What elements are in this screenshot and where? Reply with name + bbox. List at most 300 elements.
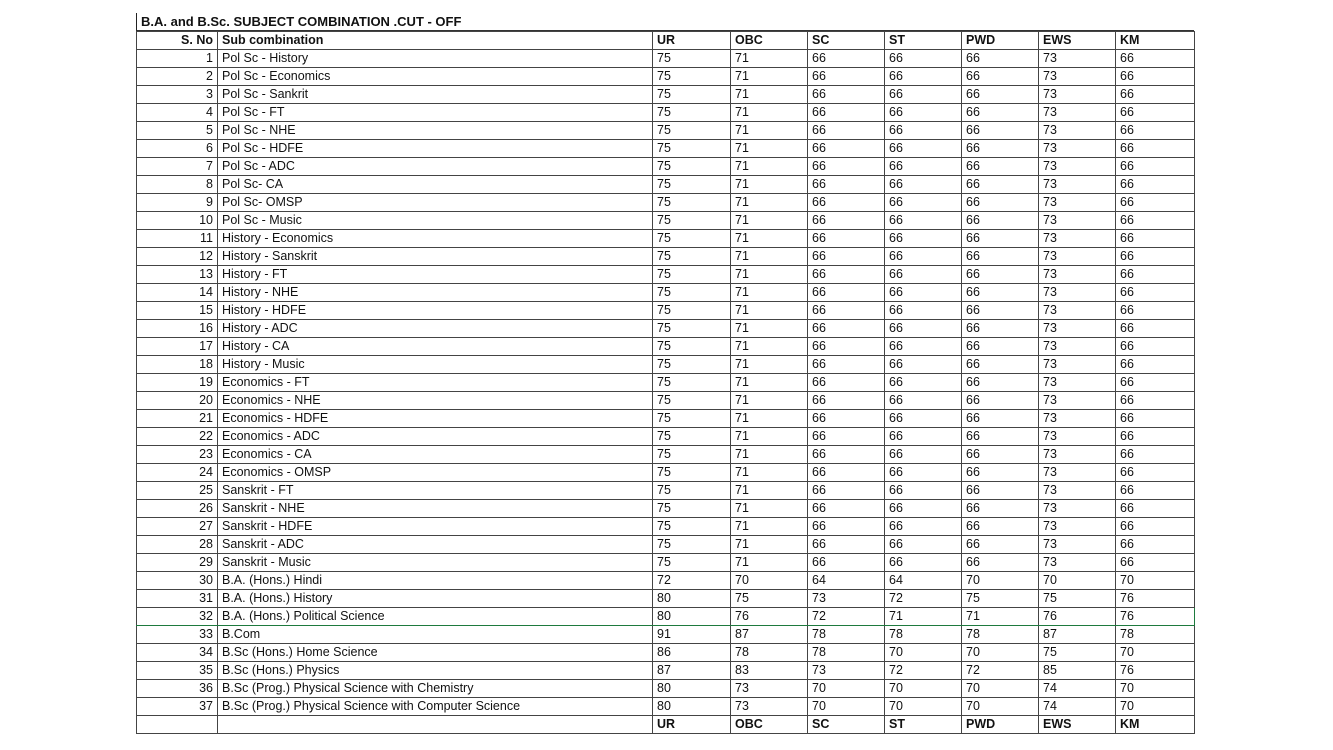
- pwd-cell[interactable]: 66: [962, 50, 1039, 68]
- obc-cell[interactable]: 71: [731, 50, 808, 68]
- km-cell[interactable]: 66: [1116, 266, 1195, 284]
- st-cell[interactable]: 66: [885, 140, 962, 158]
- sub-combination-cell[interactable]: History - NHE: [218, 284, 653, 302]
- sub-combination-cell[interactable]: Economics - HDFE: [218, 410, 653, 428]
- st-cell[interactable]: 66: [885, 374, 962, 392]
- st-cell[interactable]: 66: [885, 392, 962, 410]
- pwd-cell[interactable]: 70: [962, 698, 1039, 716]
- footer-st[interactable]: ST: [885, 716, 962, 734]
- pwd-cell[interactable]: 66: [962, 338, 1039, 356]
- sc-cell[interactable]: 66: [808, 284, 885, 302]
- ur-cell[interactable]: 75: [653, 554, 731, 572]
- ews-cell[interactable]: 73: [1039, 266, 1116, 284]
- ews-cell[interactable]: 73: [1039, 356, 1116, 374]
- km-cell[interactable]: 66: [1116, 536, 1195, 554]
- sub-combination-cell[interactable]: Pol Sc - Sankrit: [218, 86, 653, 104]
- ews-cell[interactable]: 73: [1039, 158, 1116, 176]
- sc-cell[interactable]: 66: [808, 194, 885, 212]
- st-cell[interactable]: 66: [885, 536, 962, 554]
- st-cell[interactable]: 70: [885, 680, 962, 698]
- pwd-cell[interactable]: 66: [962, 302, 1039, 320]
- ur-cell[interactable]: 75: [653, 266, 731, 284]
- st-cell[interactable]: 66: [885, 482, 962, 500]
- sc-cell[interactable]: 66: [808, 158, 885, 176]
- ews-cell[interactable]: 73: [1039, 320, 1116, 338]
- st-cell[interactable]: 66: [885, 464, 962, 482]
- obc-cell[interactable]: 71: [731, 356, 808, 374]
- ews-cell[interactable]: 73: [1039, 464, 1116, 482]
- sc-cell[interactable]: 66: [808, 338, 885, 356]
- obc-cell[interactable]: 71: [731, 284, 808, 302]
- ur-cell[interactable]: 75: [653, 86, 731, 104]
- km-cell[interactable]: 66: [1116, 320, 1195, 338]
- sc-cell[interactable]: 73: [808, 662, 885, 680]
- pwd-cell[interactable]: 70: [962, 680, 1039, 698]
- sub-combination-cell[interactable]: Sanskrit - HDFE: [218, 518, 653, 536]
- st-cell[interactable]: 66: [885, 194, 962, 212]
- sno-cell[interactable]: 30: [137, 572, 218, 590]
- ews-cell[interactable]: 73: [1039, 104, 1116, 122]
- ur-cell[interactable]: 75: [653, 500, 731, 518]
- ews-cell[interactable]: 73: [1039, 50, 1116, 68]
- sc-cell[interactable]: 66: [808, 536, 885, 554]
- ews-cell[interactable]: 73: [1039, 428, 1116, 446]
- sub-combination-cell[interactable]: Pol Sc- CA: [218, 176, 653, 194]
- obc-cell[interactable]: 71: [731, 374, 808, 392]
- ews-cell[interactable]: 73: [1039, 194, 1116, 212]
- pwd-cell[interactable]: 66: [962, 266, 1039, 284]
- km-cell[interactable]: 66: [1116, 284, 1195, 302]
- sno-cell[interactable]: 1: [137, 50, 218, 68]
- sub-combination-cell[interactable]: Pol Sc - FT: [218, 104, 653, 122]
- ur-cell[interactable]: 75: [653, 428, 731, 446]
- pwd-cell[interactable]: 70: [962, 572, 1039, 590]
- st-cell[interactable]: 78: [885, 626, 962, 644]
- sub-combination-cell[interactable]: Pol Sc - ADC: [218, 158, 653, 176]
- sub-combination-cell[interactable]: History - Music: [218, 356, 653, 374]
- footer-sc[interactable]: SC: [808, 716, 885, 734]
- ur-cell[interactable]: 75: [653, 536, 731, 554]
- sno-cell[interactable]: 15: [137, 302, 218, 320]
- sno-cell[interactable]: 3: [137, 86, 218, 104]
- km-cell[interactable]: 66: [1116, 194, 1195, 212]
- header-sub-combination[interactable]: Sub combination: [218, 32, 653, 50]
- ur-cell[interactable]: 75: [653, 194, 731, 212]
- km-cell[interactable]: 76: [1116, 590, 1195, 608]
- sc-cell[interactable]: 66: [808, 482, 885, 500]
- st-cell[interactable]: 66: [885, 212, 962, 230]
- sub-combination-cell[interactable]: B.Com: [218, 626, 653, 644]
- st-cell[interactable]: 71: [885, 608, 962, 626]
- st-cell[interactable]: 70: [885, 644, 962, 662]
- obc-cell[interactable]: 71: [731, 86, 808, 104]
- km-cell[interactable]: 70: [1116, 680, 1195, 698]
- ews-cell[interactable]: 73: [1039, 140, 1116, 158]
- sno-cell[interactable]: 26: [137, 500, 218, 518]
- km-cell[interactable]: 66: [1116, 464, 1195, 482]
- st-cell[interactable]: 66: [885, 356, 962, 374]
- sno-cell[interactable]: 17: [137, 338, 218, 356]
- ews-cell[interactable]: 73: [1039, 212, 1116, 230]
- km-cell[interactable]: 66: [1116, 338, 1195, 356]
- sub-combination-cell[interactable]: Sanskrit - NHE: [218, 500, 653, 518]
- ur-cell[interactable]: 72: [653, 572, 731, 590]
- pwd-cell[interactable]: 66: [962, 158, 1039, 176]
- ur-cell[interactable]: 75: [653, 518, 731, 536]
- obc-cell[interactable]: 71: [731, 68, 808, 86]
- obc-cell[interactable]: 71: [731, 212, 808, 230]
- ur-cell[interactable]: 75: [653, 464, 731, 482]
- sc-cell[interactable]: 66: [808, 230, 885, 248]
- footer-obc[interactable]: OBC: [731, 716, 808, 734]
- km-cell[interactable]: 66: [1116, 230, 1195, 248]
- ur-cell[interactable]: 75: [653, 248, 731, 266]
- sub-combination-cell[interactable]: Economics - OMSP: [218, 464, 653, 482]
- ews-cell[interactable]: 73: [1039, 554, 1116, 572]
- km-cell[interactable]: 66: [1116, 392, 1195, 410]
- ur-cell[interactable]: 75: [653, 104, 731, 122]
- km-cell[interactable]: 66: [1116, 302, 1195, 320]
- sub-combination-cell[interactable]: B.Sc (Prog.) Physical Science with Computer Science: [218, 698, 653, 716]
- ur-cell[interactable]: 80: [653, 698, 731, 716]
- km-cell[interactable]: 66: [1116, 212, 1195, 230]
- sub-combination-cell[interactable]: Economics - ADC: [218, 428, 653, 446]
- footer-ews[interactable]: EWS: [1039, 716, 1116, 734]
- sub-combination-cell[interactable]: Sanskrit - Music: [218, 554, 653, 572]
- obc-cell[interactable]: 71: [731, 158, 808, 176]
- ur-cell[interactable]: 86: [653, 644, 731, 662]
- sub-combination-cell[interactable]: Pol Sc - Music: [218, 212, 653, 230]
- footer-pwd[interactable]: PWD: [962, 716, 1039, 734]
- sc-cell[interactable]: 66: [808, 518, 885, 536]
- sno-cell[interactable]: 27: [137, 518, 218, 536]
- ews-cell[interactable]: 76: [1039, 608, 1116, 626]
- km-cell[interactable]: 66: [1116, 446, 1195, 464]
- header-ews[interactable]: EWS: [1039, 32, 1116, 50]
- obc-cell[interactable]: 71: [731, 302, 808, 320]
- sub-combination-cell[interactable]: History - CA: [218, 338, 653, 356]
- pwd-cell[interactable]: 66: [962, 428, 1039, 446]
- ur-cell[interactable]: 75: [653, 212, 731, 230]
- pwd-cell[interactable]: 66: [962, 284, 1039, 302]
- ews-cell[interactable]: 73: [1039, 392, 1116, 410]
- ur-cell[interactable]: 80: [653, 608, 731, 626]
- sub-combination-cell[interactable]: History - HDFE: [218, 302, 653, 320]
- km-cell[interactable]: 66: [1116, 176, 1195, 194]
- pwd-cell[interactable]: 66: [962, 212, 1039, 230]
- sub-combination-cell[interactable]: History - FT: [218, 266, 653, 284]
- pwd-cell[interactable]: 66: [962, 392, 1039, 410]
- footer-blank-cell[interactable]: [137, 716, 218, 734]
- st-cell[interactable]: 66: [885, 554, 962, 572]
- sub-combination-cell[interactable]: B.A. (Hons.) Hindi: [218, 572, 653, 590]
- sno-cell[interactable]: 18: [137, 356, 218, 374]
- sub-combination-cell[interactable]: B.Sc (Hons.) Home Science: [218, 644, 653, 662]
- sno-cell[interactable]: 10: [137, 212, 218, 230]
- ur-cell[interactable]: 75: [653, 446, 731, 464]
- pwd-cell[interactable]: 66: [962, 230, 1039, 248]
- ur-cell[interactable]: 75: [653, 68, 731, 86]
- km-cell[interactable]: 66: [1116, 374, 1195, 392]
- km-cell[interactable]: 66: [1116, 104, 1195, 122]
- sub-combination-cell[interactable]: History - ADC: [218, 320, 653, 338]
- ews-cell[interactable]: 73: [1039, 500, 1116, 518]
- obc-cell[interactable]: 76: [731, 608, 808, 626]
- st-cell[interactable]: 66: [885, 500, 962, 518]
- sc-cell[interactable]: 66: [808, 374, 885, 392]
- obc-cell[interactable]: 71: [731, 500, 808, 518]
- footer-km[interactable]: KM: [1116, 716, 1195, 734]
- ur-cell[interactable]: 75: [653, 482, 731, 500]
- st-cell[interactable]: 66: [885, 518, 962, 536]
- sc-cell[interactable]: 66: [808, 86, 885, 104]
- km-cell[interactable]: 66: [1116, 50, 1195, 68]
- sc-cell[interactable]: 72: [808, 608, 885, 626]
- obc-cell[interactable]: 71: [731, 266, 808, 284]
- ur-cell[interactable]: 75: [653, 302, 731, 320]
- ews-cell[interactable]: 73: [1039, 122, 1116, 140]
- ews-cell[interactable]: 73: [1039, 482, 1116, 500]
- obc-cell[interactable]: 71: [731, 482, 808, 500]
- km-cell[interactable]: 78: [1116, 626, 1195, 644]
- sub-combination-cell[interactable]: History - Sanskrit: [218, 248, 653, 266]
- sc-cell[interactable]: 66: [808, 122, 885, 140]
- sc-cell[interactable]: 66: [808, 446, 885, 464]
- st-cell[interactable]: 66: [885, 68, 962, 86]
- ews-cell[interactable]: 74: [1039, 680, 1116, 698]
- header-obc[interactable]: OBC: [731, 32, 808, 50]
- km-cell[interactable]: 70: [1116, 644, 1195, 662]
- sc-cell[interactable]: 70: [808, 698, 885, 716]
- sub-combination-cell[interactable]: History - Economics: [218, 230, 653, 248]
- obc-cell[interactable]: 78: [731, 644, 808, 662]
- obc-cell[interactable]: 71: [731, 464, 808, 482]
- obc-cell[interactable]: 71: [731, 428, 808, 446]
- header-ur[interactable]: UR: [653, 32, 731, 50]
- st-cell[interactable]: 66: [885, 230, 962, 248]
- pwd-cell[interactable]: 66: [962, 86, 1039, 104]
- footer-ur[interactable]: UR: [653, 716, 731, 734]
- obc-cell[interactable]: 71: [731, 338, 808, 356]
- sc-cell[interactable]: 66: [808, 554, 885, 572]
- sub-combination-cell[interactable]: B.Sc (Hons.) Physics: [218, 662, 653, 680]
- sc-cell[interactable]: 66: [808, 140, 885, 158]
- ur-cell[interactable]: 75: [653, 338, 731, 356]
- sno-cell[interactable]: 16: [137, 320, 218, 338]
- st-cell[interactable]: 66: [885, 176, 962, 194]
- obc-cell[interactable]: 71: [731, 554, 808, 572]
- ews-cell[interactable]: 73: [1039, 446, 1116, 464]
- km-cell[interactable]: 66: [1116, 86, 1195, 104]
- ur-cell[interactable]: 87: [653, 662, 731, 680]
- sno-cell[interactable]: 35: [137, 662, 218, 680]
- ur-cell[interactable]: 91: [653, 626, 731, 644]
- ur-cell[interactable]: 75: [653, 50, 731, 68]
- obc-cell[interactable]: 71: [731, 446, 808, 464]
- pwd-cell[interactable]: 78: [962, 626, 1039, 644]
- obc-cell[interactable]: 71: [731, 410, 808, 428]
- sno-cell[interactable]: 37: [137, 698, 218, 716]
- sno-cell[interactable]: 33: [137, 626, 218, 644]
- sc-cell[interactable]: 73: [808, 590, 885, 608]
- ews-cell[interactable]: 73: [1039, 518, 1116, 536]
- ews-cell[interactable]: 73: [1039, 248, 1116, 266]
- sno-cell[interactable]: 36: [137, 680, 218, 698]
- st-cell[interactable]: 66: [885, 410, 962, 428]
- ews-cell[interactable]: 73: [1039, 302, 1116, 320]
- sc-cell[interactable]: 66: [808, 248, 885, 266]
- km-cell[interactable]: 66: [1116, 140, 1195, 158]
- obc-cell[interactable]: 87: [731, 626, 808, 644]
- ur-cell[interactable]: 75: [653, 374, 731, 392]
- km-cell[interactable]: 66: [1116, 518, 1195, 536]
- km-cell[interactable]: 70: [1116, 572, 1195, 590]
- km-cell[interactable]: 66: [1116, 554, 1195, 572]
- st-cell[interactable]: 66: [885, 302, 962, 320]
- pwd-cell[interactable]: 66: [962, 500, 1039, 518]
- pwd-cell[interactable]: 66: [962, 410, 1039, 428]
- header-sno[interactable]: S. No: [137, 32, 218, 50]
- sno-cell[interactable]: 29: [137, 554, 218, 572]
- ur-cell[interactable]: 75: [653, 410, 731, 428]
- sub-combination-cell[interactable]: Pol Sc- OMSP: [218, 194, 653, 212]
- obc-cell[interactable]: 71: [731, 176, 808, 194]
- sub-combination-cell[interactable]: Sanskrit - FT: [218, 482, 653, 500]
- pwd-cell[interactable]: 66: [962, 482, 1039, 500]
- st-cell[interactable]: 66: [885, 320, 962, 338]
- sno-cell[interactable]: 6: [137, 140, 218, 158]
- sno-cell[interactable]: 12: [137, 248, 218, 266]
- sub-combination-cell[interactable]: Pol Sc - NHE: [218, 122, 653, 140]
- sc-cell[interactable]: 78: [808, 626, 885, 644]
- km-cell[interactable]: 76: [1116, 662, 1195, 680]
- ur-cell[interactable]: 75: [653, 230, 731, 248]
- st-cell[interactable]: 66: [885, 158, 962, 176]
- pwd-cell[interactable]: 66: [962, 356, 1039, 374]
- sno-cell[interactable]: 28: [137, 536, 218, 554]
- sno-cell[interactable]: 25: [137, 482, 218, 500]
- km-cell[interactable]: 66: [1116, 356, 1195, 374]
- sc-cell[interactable]: 66: [808, 410, 885, 428]
- sno-cell[interactable]: 24: [137, 464, 218, 482]
- sno-cell[interactable]: 13: [137, 266, 218, 284]
- sc-cell[interactable]: 66: [808, 500, 885, 518]
- pwd-cell[interactable]: 66: [962, 248, 1039, 266]
- st-cell[interactable]: 72: [885, 662, 962, 680]
- obc-cell[interactable]: 70: [731, 572, 808, 590]
- st-cell[interactable]: 66: [885, 338, 962, 356]
- ur-cell[interactable]: 75: [653, 122, 731, 140]
- pwd-cell[interactable]: 66: [962, 518, 1039, 536]
- ews-cell[interactable]: 73: [1039, 536, 1116, 554]
- km-cell[interactable]: 66: [1116, 500, 1195, 518]
- sno-cell[interactable]: 22: [137, 428, 218, 446]
- st-cell[interactable]: 70: [885, 698, 962, 716]
- pwd-cell[interactable]: 66: [962, 176, 1039, 194]
- pwd-cell[interactable]: 66: [962, 140, 1039, 158]
- sc-cell[interactable]: 66: [808, 176, 885, 194]
- sc-cell[interactable]: 66: [808, 392, 885, 410]
- st-cell[interactable]: 66: [885, 446, 962, 464]
- st-cell[interactable]: 66: [885, 86, 962, 104]
- obc-cell[interactable]: 71: [731, 194, 808, 212]
- sno-cell[interactable]: 20: [137, 392, 218, 410]
- sno-cell[interactable]: 19: [137, 374, 218, 392]
- obc-cell[interactable]: 71: [731, 140, 808, 158]
- pwd-cell[interactable]: 71: [962, 608, 1039, 626]
- st-cell[interactable]: 66: [885, 122, 962, 140]
- pwd-cell[interactable]: 66: [962, 536, 1039, 554]
- pwd-cell[interactable]: 66: [962, 122, 1039, 140]
- sub-combination-cell[interactable]: Pol Sc - History: [218, 50, 653, 68]
- pwd-cell[interactable]: 66: [962, 374, 1039, 392]
- sno-cell[interactable]: 9: [137, 194, 218, 212]
- ur-cell[interactable]: 75: [653, 356, 731, 374]
- obc-cell[interactable]: 83: [731, 662, 808, 680]
- pwd-cell[interactable]: 66: [962, 68, 1039, 86]
- sno-cell[interactable]: 2: [137, 68, 218, 86]
- sub-combination-cell[interactable]: B.Sc (Prog.) Physical Science with Chemistry: [218, 680, 653, 698]
- km-cell[interactable]: 76: [1116, 608, 1195, 626]
- header-km[interactable]: KM: [1116, 32, 1195, 50]
- sub-combination-cell[interactable]: B.A. (Hons.) History: [218, 590, 653, 608]
- header-st[interactable]: ST: [885, 32, 962, 50]
- pwd-cell[interactable]: 66: [962, 104, 1039, 122]
- obc-cell[interactable]: 73: [731, 698, 808, 716]
- pwd-cell[interactable]: 70: [962, 644, 1039, 662]
- st-cell[interactable]: 66: [885, 428, 962, 446]
- ews-cell[interactable]: 73: [1039, 230, 1116, 248]
- sc-cell[interactable]: 66: [808, 356, 885, 374]
- km-cell[interactable]: 66: [1116, 248, 1195, 266]
- sc-cell[interactable]: 78: [808, 644, 885, 662]
- ur-cell[interactable]: 75: [653, 140, 731, 158]
- st-cell[interactable]: 72: [885, 590, 962, 608]
- obc-cell[interactable]: 71: [731, 320, 808, 338]
- obc-cell[interactable]: 71: [731, 230, 808, 248]
- km-cell[interactable]: 66: [1116, 410, 1195, 428]
- sno-cell[interactable]: 21: [137, 410, 218, 428]
- ews-cell[interactable]: 73: [1039, 284, 1116, 302]
- sc-cell[interactable]: 66: [808, 104, 885, 122]
- obc-cell[interactable]: 71: [731, 122, 808, 140]
- ews-cell[interactable]: 73: [1039, 68, 1116, 86]
- pwd-cell[interactable]: 66: [962, 446, 1039, 464]
- obc-cell[interactable]: 75: [731, 590, 808, 608]
- sc-cell[interactable]: 66: [808, 302, 885, 320]
- sub-combination-cell[interactable]: Economics - FT: [218, 374, 653, 392]
- sc-cell[interactable]: 66: [808, 464, 885, 482]
- st-cell[interactable]: 66: [885, 50, 962, 68]
- sc-cell[interactable]: 66: [808, 68, 885, 86]
- sno-cell[interactable]: 34: [137, 644, 218, 662]
- sno-cell[interactable]: 4: [137, 104, 218, 122]
- sc-cell[interactable]: 66: [808, 320, 885, 338]
- pwd-cell[interactable]: 66: [962, 194, 1039, 212]
- sc-cell[interactable]: 66: [808, 50, 885, 68]
- sno-cell[interactable]: 14: [137, 284, 218, 302]
- ews-cell[interactable]: 73: [1039, 86, 1116, 104]
- ews-cell[interactable]: 73: [1039, 410, 1116, 428]
- obc-cell[interactable]: 71: [731, 104, 808, 122]
- sno-cell[interactable]: 31: [137, 590, 218, 608]
- sc-cell[interactable]: 70: [808, 680, 885, 698]
- ews-cell[interactable]: 75: [1039, 590, 1116, 608]
- sc-cell[interactable]: 64: [808, 572, 885, 590]
- sub-combination-cell[interactable]: Economics - CA: [218, 446, 653, 464]
- ur-cell[interactable]: 80: [653, 590, 731, 608]
- km-cell[interactable]: 66: [1116, 122, 1195, 140]
